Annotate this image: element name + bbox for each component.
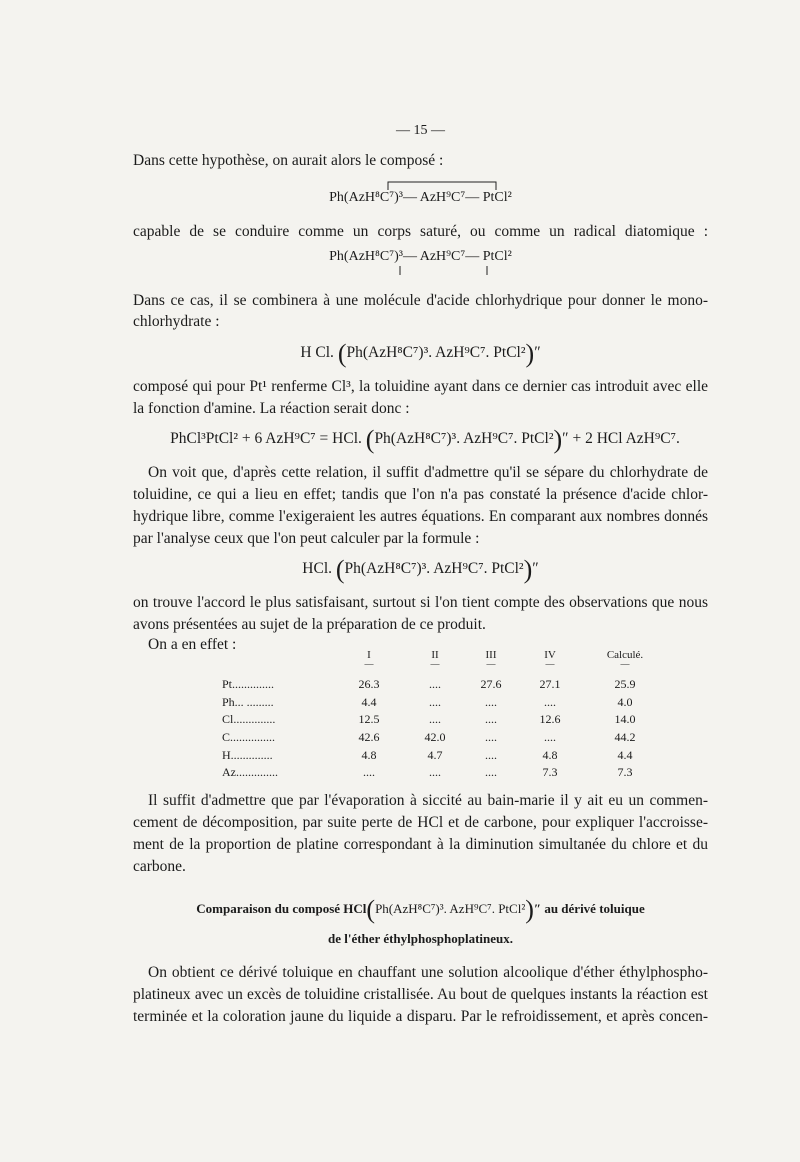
page-number: — 15 — xyxy=(396,123,445,138)
text-line: Dans cette hypothèse, on aurait alors le composé : xyxy=(133,152,444,169)
column-header: II — xyxy=(430,649,440,669)
column-header: Calculé. — xyxy=(606,649,644,669)
formula-text: Ph(AzH⁸C⁷)³. AzH⁹C⁷. PtCl² xyxy=(346,344,526,361)
table-cell: .... xyxy=(429,677,441,692)
section-subheading: de l'éther éthylphosphoplatineux. xyxy=(327,931,514,946)
formula-text: Ph(AzH⁸C⁷)³. AzH⁹C⁷. PtCl² xyxy=(375,901,526,916)
table-cell: .... xyxy=(544,694,556,709)
paren-open: ( xyxy=(366,895,376,924)
table-cell: .... xyxy=(485,730,497,745)
text-line: avons présentées au sujet de la préparation de ce produit. xyxy=(133,616,486,633)
element-name: Pt.............. xyxy=(222,677,275,692)
text-line: Il suffit d'admettre que par l'évaporation à siccité au bain-marie il y ait eu un commen- xyxy=(148,792,708,809)
text-line: capable de se conduire comme un corps saturé, ou comme un radical diatomique : xyxy=(133,223,708,240)
table-row xyxy=(222,676,670,694)
text-line: on trouve l'accord le plus satisfaisant, surtout si l'on tient compte des observations que nous xyxy=(133,594,708,611)
table-cell: 12.6 xyxy=(539,712,561,727)
text-line: chlorhydrate : xyxy=(133,313,220,330)
table-row xyxy=(222,746,670,764)
formula-text: Ph(AzH⁸C⁷)³— AzH⁹C⁷— PtCl² xyxy=(329,190,512,205)
table-cell: 27.1 xyxy=(539,677,561,692)
column-header: III — xyxy=(485,649,497,669)
table-cell: 4.4 xyxy=(617,747,633,762)
table-row xyxy=(222,694,670,712)
formula-text: Ph(AzH⁸C⁷)³— AzH⁹C⁷— PtCl² xyxy=(329,249,512,264)
table-cell: 14.0 xyxy=(614,712,636,727)
formula-text: Ph(AzH⁸C⁷)³. AzH⁹C⁷. PtCl² xyxy=(344,560,524,577)
formula-text: HCl. xyxy=(302,560,332,577)
table-cell: 26.3 xyxy=(358,677,380,692)
text-line: hydrique libre, comme l'exigeraient les autres équations. En comparant aux nombres donnés xyxy=(133,508,708,525)
table-cell: .... xyxy=(485,712,497,727)
table-cell: .... xyxy=(429,765,441,780)
paren-close: ) xyxy=(525,339,535,368)
table-cell: .... xyxy=(485,765,497,780)
section-heading xyxy=(133,895,708,924)
element-name: Az.............. xyxy=(222,765,278,780)
table-cell: 25.9 xyxy=(614,677,636,692)
column-header: IV — xyxy=(544,649,556,669)
text-line: On obtient ce dérivé toluique en chauffant une solution alcoolique d'éther éthylphospho- xyxy=(148,964,708,981)
table-cell: 4.8 xyxy=(542,747,558,762)
text-line: platineux avec un excès de toluidine cristallisée. Au bout de quelques instants la réaction est xyxy=(133,986,708,1003)
formula-text: ″ xyxy=(532,560,539,577)
text-line: Dans ce cas, il se combinera à une molécule d'acide chlorhydrique pour donner le mono- xyxy=(133,292,708,309)
text-line: par l'analyse ceux que l'on peut calculer par la formule : xyxy=(133,530,480,547)
table-cell: 44.2 xyxy=(614,730,636,745)
text-line: On voit que, d'après cette relation, il suffit d'admettre qu'il se sépare du chlorhydrate de xyxy=(148,464,708,481)
table-cell: .... xyxy=(429,712,441,727)
paren-open: ( xyxy=(335,555,345,584)
element-name: Cl.............. xyxy=(222,712,276,727)
bond-marks xyxy=(399,266,489,276)
formula-text: H Cl. xyxy=(300,344,334,361)
text-line: carbone. xyxy=(133,858,186,875)
table-cell: 27.6 xyxy=(480,677,502,692)
table-cell: .... xyxy=(363,765,375,780)
table-header-row xyxy=(222,648,670,676)
table-cell: 7.3 xyxy=(617,765,633,780)
table-cell: 4.7 xyxy=(427,747,443,762)
heading-text: ″ au dérivé toluique xyxy=(533,901,645,916)
paren-close: ) xyxy=(525,895,534,924)
element-name: Ph... ......... xyxy=(222,694,274,709)
element-name: H.............. xyxy=(222,747,273,762)
formula-text: Ph(AzH⁸C⁷)³. AzH⁹C⁷. PtCl² xyxy=(374,430,554,447)
text-line: ment de la proportion de platine correspondant à la diminution simultanée du chlore et du xyxy=(133,836,708,853)
formula-text: PhCl³PtCl² + 6 AzH⁹C⁷ = HCl. xyxy=(170,430,362,447)
table-cell: .... xyxy=(429,694,441,709)
table-cell: .... xyxy=(485,694,497,709)
analysis-table xyxy=(222,648,670,782)
table-row xyxy=(222,711,670,729)
table-cell: 4.8 xyxy=(361,747,377,762)
formula-5 xyxy=(133,555,708,584)
table-cell: 7.3 xyxy=(542,765,558,780)
text-line: la fonction d'amine. La réaction serait donc : xyxy=(133,400,410,417)
element-name: C............... xyxy=(222,730,276,745)
formula-3 xyxy=(133,339,708,368)
text-line: terminée et la coloration jaune du liquide a disparu. Par le refroidissement, et après concen- xyxy=(133,1008,708,1025)
formula-text: ″ + 2 HCl AzH⁹C⁷. xyxy=(562,430,680,447)
table-cell: .... xyxy=(544,730,556,745)
text-line: composé qui pour Pt¹ renferme Cl³, la toluidine ayant dans ce dernier cas introduit avec elle xyxy=(133,378,708,395)
table-row xyxy=(222,764,670,782)
table-cell: 42.0 xyxy=(424,730,446,745)
table-row xyxy=(222,729,670,747)
heading-text: Comparaison du composé HCl xyxy=(196,901,367,916)
table-cell: 4.0 xyxy=(617,694,633,709)
text-line: On a en effet : xyxy=(148,636,237,653)
paren-open: ( xyxy=(365,425,375,454)
table-cell: 42.6 xyxy=(358,730,380,745)
formula-text: ″ xyxy=(534,344,541,361)
formula-4 xyxy=(155,425,695,454)
table-cell: 12.5 xyxy=(358,712,380,727)
table-cell: .... xyxy=(485,747,497,762)
paren-close: ) xyxy=(523,555,533,584)
text-line: toluidine, ce qui a lieu en effet; tandis que l'on n'a pas constaté la présence d'acide chlor- xyxy=(133,486,708,503)
paren-open: ( xyxy=(337,339,347,368)
table-cell: 4.4 xyxy=(361,694,377,709)
column-header: I — xyxy=(364,649,374,669)
paren-close: ) xyxy=(553,425,563,454)
text-line: cement de décomposition, par suite perte de HCl et de carbone, pour expliquer l'accroisse- xyxy=(133,814,708,831)
